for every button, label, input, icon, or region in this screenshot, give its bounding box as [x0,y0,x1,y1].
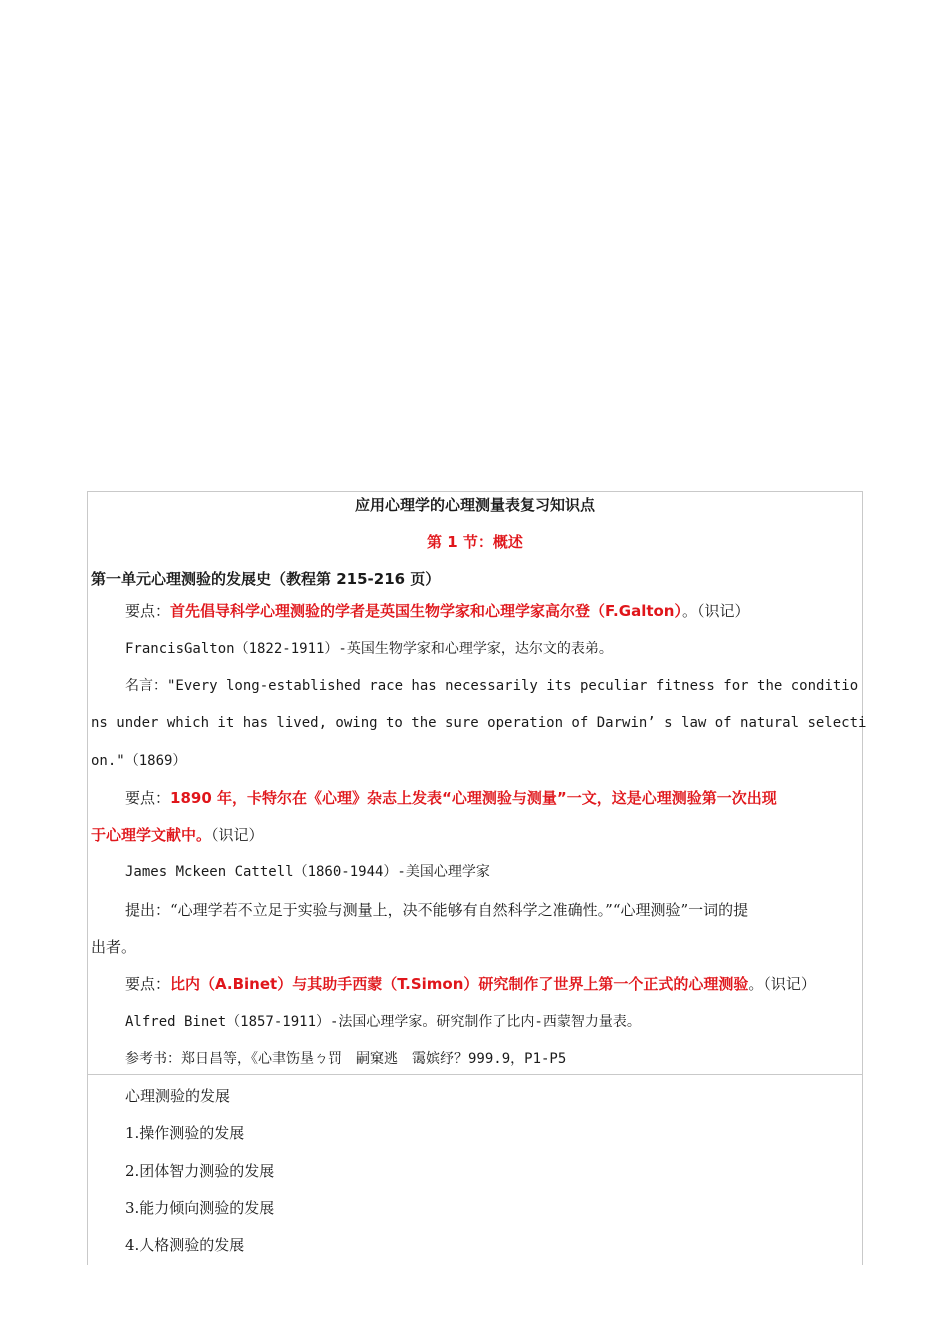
key-point-note: 。（识记） [748,975,816,993]
quote-line-3: on."（1869） [91,753,187,769]
list-item: 3.能力倾向测验的发展 [125,1199,275,1217]
key-point-emphasis: 比内（A.Binet）与其助手西蒙（T.Simon）研究制作了世界上第一个正式的心理测验 [170,975,749,993]
reference: 参考书：郑日昌等，《心聿饬垦ㄅ罚 嗣窠逃 霭嫔纾？999.9，P1-P5 [125,1051,567,1067]
list-item: 2.团体智力测验的发展 [125,1162,275,1180]
unit-heading: 第一单元心理测验的发展史（教程第 215-216 页） [91,570,441,588]
key-point-galton [125,601,750,621]
key-point-emphasis: 于心理学文献中。 [91,826,212,844]
key-point-label: 要点： [125,975,171,993]
section-title: 第 1 节：概述 [427,533,523,551]
key-point-note: 。（识记） [682,602,750,620]
galton-bio: FrancisGalton（1822-1911）-英国生物学家和心理学家，达尔文的表弟。 [125,641,613,657]
key-point-label: 要点： [125,602,171,620]
key-point-emphasis: 首先倡导科学心理测验的学者是英国生物学家和心理学家高尔登（F.Galton） [170,602,682,620]
development-heading: 心理测验的发展 [125,1087,231,1105]
list-item: 1.操作测验的发展 [125,1124,245,1142]
list-item: 4.人格测验的发展 [125,1236,245,1254]
key-point-cattell [125,788,777,808]
key-point-cattell-continued [91,825,264,845]
key-point-binet [125,974,816,994]
cattell-bio: James Mckeen Cattell（1860-1944）-美国心理学家 [125,864,490,880]
quote-line-2: ns under which it has lived, owing to the sure operation of Darwin’ s law of natural selecti [91,715,867,731]
binet-bio: Alfred Binet（1857-1911）-法国心理学家。研究制作了比内-西蒙智力量表。 [125,1014,641,1030]
cattell-quote-line-1: 提出：“心理学若不立足于实验与测量上，决不能够有自然科学之准确性。”“心理测验”一词的提 [125,901,749,919]
key-point-note: （识记） [211,826,264,844]
key-point-emphasis: 1890 年，卡特尔在《心理》杂志上发表“心理测验与测量”一文，这是心理测验第一次出现 [170,789,777,807]
document-title: 应用心理学的心理测量表复习知识点 [354,496,595,514]
quote-line-1: 名言："Every long-established race has necessarily its peculiar fitness for the conditio [125,678,859,694]
key-point-label: 要点： [125,789,171,807]
cattell-quote-line-2: 出者。 [91,938,137,956]
